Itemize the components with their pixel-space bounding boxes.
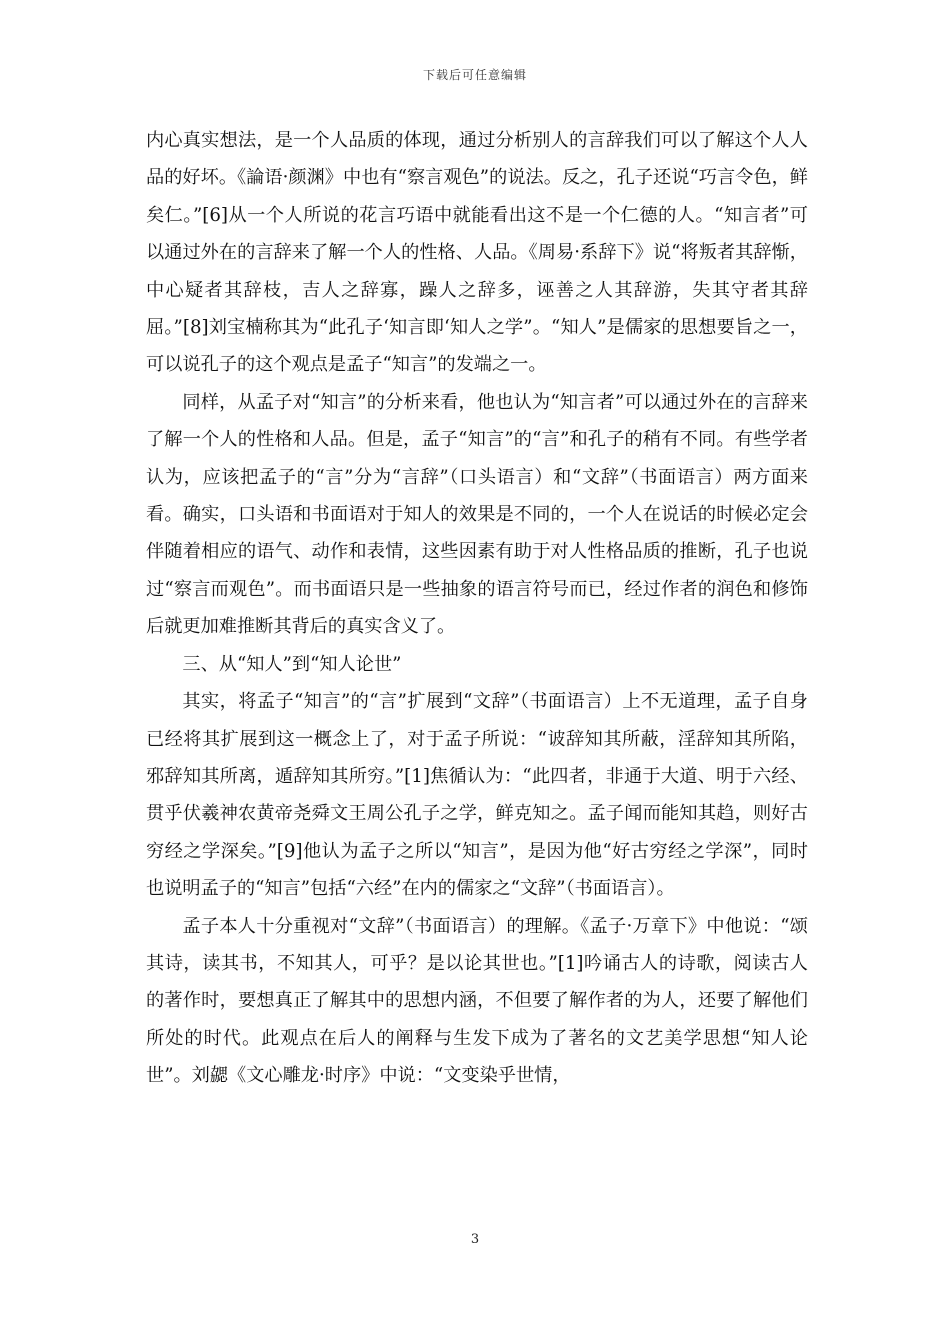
page-number: 3 [470,1232,480,1247]
paragraph-2: 同样，从孟子对“知言”的分析来看，他也认为“知言者”可以通过外在的言辞来了解一个人的性格和人品。但是，孟子“知言”的“言”和孔子的稍有不同。有些学者认为，应该把孟子的“言”分为“言辞”（口头语言）和“文辞”（书面语言）两方面来看。确实，口头语和书面语对于知人的效果是不同的，一个人在说话的时候必定会伴随着相应的语气、动作和表情，这些因素有助于对人性格品质的推断，孔子也说过“察言而观色”。而书面语只是一些抽象的语言符号而已，经过作者的润色和修饰后就更加难推断其背后的真实含义了。 [146,391,808,638]
section-heading: 三、从“知人”到“知人论世” [182,653,402,675]
page-header: 下载后可任意编辑 [422,68,527,82]
paragraph-4: 孟子本人十分重视对“文辞”（书面语言）的理解。《孟子·万章下》中他说：“颂其诗，读其书，不知其人，可乎？是以论其世也。”[1]吟诵古人的诗歌，阅读古人的著作时，要想真正了解其中的思想内涵，不但要了解作者的为人，还要了解他们所处的时代。此观点在后人的阐释与生发下成为了著名的文艺美学思想“知人论世”。刘勰《文心雕龙·时序》中说：“文变染乎世情， [146,915,808,1087]
body-text [146,122,808,1095]
paragraph-1: 内心真实想法，是一个人品质的体现，通过分析别人的言辞我们可以了解这个人人品的好坏。《論语·颜渊》中也有“察言观色”的说法。反之，孔子还说“巧言令色，鲜矣仁。”[6]从一个人所说的花言巧语中就能看出这不是一个仁德的人。“知言者”可以通过外在的言辞来了解一个人的性格、人品。《周易·系辞下》说“将叛者其辞惭，中心疑者其辞枝，吉人之辞寡，躁人之辞多，诬善之人其辞游，失其守者其辞屈。”[8]刘宝楠称其为“此孔子‘知言即‘知人之学”。“知人”是儒家的思想要旨之一，可以说孔子的这个观点是孟子“知言”的发端之一。 [146,130,808,376]
paragraph-3: 其实，将孟子“知言”的“言”扩展到“文辞”（书面语言）上不无道理，孟子自身已经将其扩展到这一概念上了，对于孟子所说：“诐辞知其所蔽，淫辞知其所陷，邪辞知其所离，遁辞知其所穷。”[1]焦循认为：“此四者，非通于大道、明于六经、贯乎伏羲神农黄帝尧舜文王周公孔子之学，鲜克知之。孟子闻而能知其趋，则好古穷经之学深矣。”[9]他认为孟子之所以“知言”，是因为他“好古穷经之学深”，同时也说明孟子的“知言”包括“六经”在内的儒家之“文辞”（书面语言）。 [146,691,808,900]
